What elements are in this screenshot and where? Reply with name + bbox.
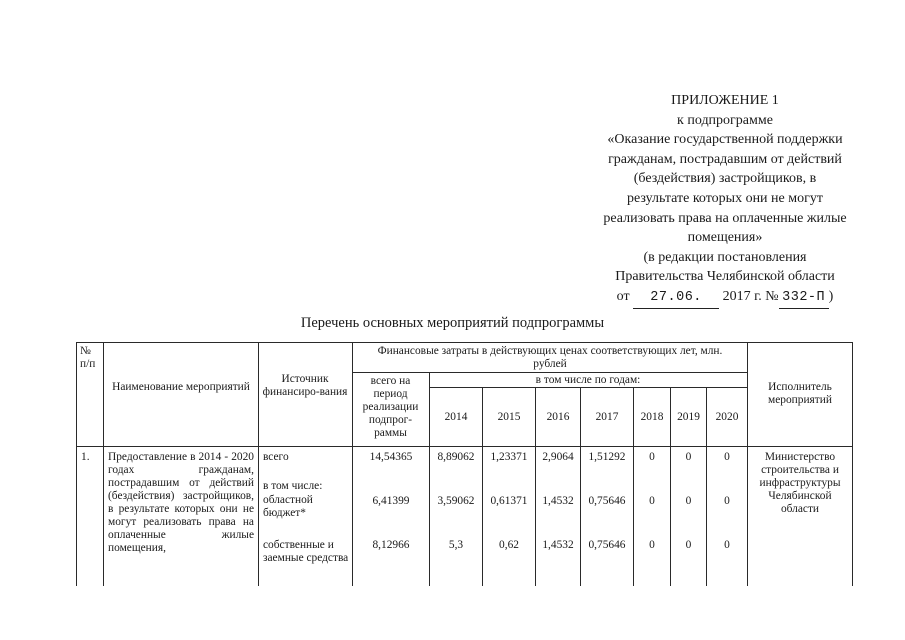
header-year: 2017 [595, 411, 619, 423]
year-value: 5,3 [448, 539, 464, 551]
year-value: 0 [649, 451, 655, 463]
table-border-left [76, 342, 77, 586]
year-value: 1,4532 [542, 539, 574, 551]
year-value: 1,51292 [588, 451, 626, 463]
year-value: 0 [685, 451, 692, 463]
table-border-top [76, 342, 853, 343]
activity-name: Предоставление в 2014 - 2020 годах гражданам, пострадавшим от действий (бездействия) застройщиков, в результате которых они не могут реализовать права на оплаченные жилые помещения, [108, 451, 254, 554]
total-value: 8,12966 [372, 539, 410, 551]
year-value: 1,23371 [490, 451, 528, 463]
header-year: 2016 [546, 411, 570, 423]
date-prefix: от [616, 288, 630, 304]
header-year: 2018 [640, 411, 664, 423]
header-total: всего на период реализации подпрог-раммы [362, 375, 419, 439]
source-label: всего [263, 451, 289, 463]
year-text: 2017 г. № [722, 288, 779, 304]
header-source: Источник финансиро-вания [262, 373, 348, 398]
appendix-line: к подпрограмме [677, 112, 773, 128]
header-year: 2014 [444, 411, 468, 423]
closing-paren: ) [828, 288, 834, 304]
year-value: 2,9064 [542, 451, 574, 463]
header-year: 2020 [715, 411, 739, 423]
year-value: 0,75646 [588, 539, 626, 551]
table-rule [258, 342, 259, 586]
table-rule [352, 372, 747, 373]
header-executor: Исполнитель мероприятий [768, 381, 832, 406]
year-value: 0,61371 [490, 495, 528, 507]
table-rule [76, 446, 853, 447]
table-rule [747, 342, 748, 586]
resolution-number: 332-П [779, 288, 829, 309]
header-by-years: в том числе по годам: [535, 374, 641, 386]
year-value: 0 [649, 539, 655, 551]
total-value: 6,41399 [372, 495, 410, 507]
table-rule [429, 372, 430, 586]
appendix-line: реализовать права на оплаченные жилые [603, 210, 847, 226]
source-label: областной бюджет* [263, 494, 313, 519]
table-rule [429, 387, 747, 388]
row-num: 1. [81, 451, 90, 463]
table-rule [103, 342, 104, 586]
appendix-line: ПРИЛОЖЕНИЕ 1 [671, 93, 779, 108]
year-value: 0 [649, 495, 655, 507]
header-num: № п/п [80, 345, 96, 370]
header-name: Наименование мероприятий [112, 381, 250, 393]
year-value: 0,75646 [588, 495, 626, 507]
appendix-line: гражданам, пострадавшим от действий [608, 151, 842, 167]
date-value: 27.06. [633, 288, 719, 309]
appendix-line: Правительства Челябинской области [615, 269, 835, 285]
year-value: 0 [685, 539, 692, 551]
table-border-right [852, 342, 853, 586]
year-value: 0 [724, 495, 730, 507]
source-label-prefix: в том числе: [263, 480, 323, 492]
year-value: 0 [724, 539, 730, 551]
year-value: 0 [685, 495, 692, 507]
appendix-line: помещения» [687, 230, 763, 246]
year-value: 0 [724, 451, 730, 463]
year-value: 0,62 [499, 539, 519, 551]
executor: Министерство строительства и инфраструктуры Челябинской области [759, 451, 841, 515]
year-value: 8,89062 [437, 451, 475, 463]
appendix-line: «Оказание государственной поддержки [607, 132, 843, 148]
header-finance: Финансовые затраты в действующих ценах соответствующих лет, млн. рублей [377, 345, 723, 370]
header-year: 2019 [677, 411, 700, 423]
year-value: 3,59062 [437, 495, 475, 507]
appendix-line: (бездействия) застройщиков, в [633, 171, 817, 187]
appendix-line: результате которых они не могут [627, 190, 823, 206]
year-value: 1,4532 [542, 495, 574, 507]
total-value: 14,54365 [369, 451, 413, 463]
appendix-line: (в редакции постановления [643, 249, 807, 265]
source-label: собственные и заемные средства [263, 539, 349, 564]
document-title: Перечень основных мероприятий подпрограммы [300, 315, 605, 331]
header-year: 2015 [497, 411, 521, 423]
